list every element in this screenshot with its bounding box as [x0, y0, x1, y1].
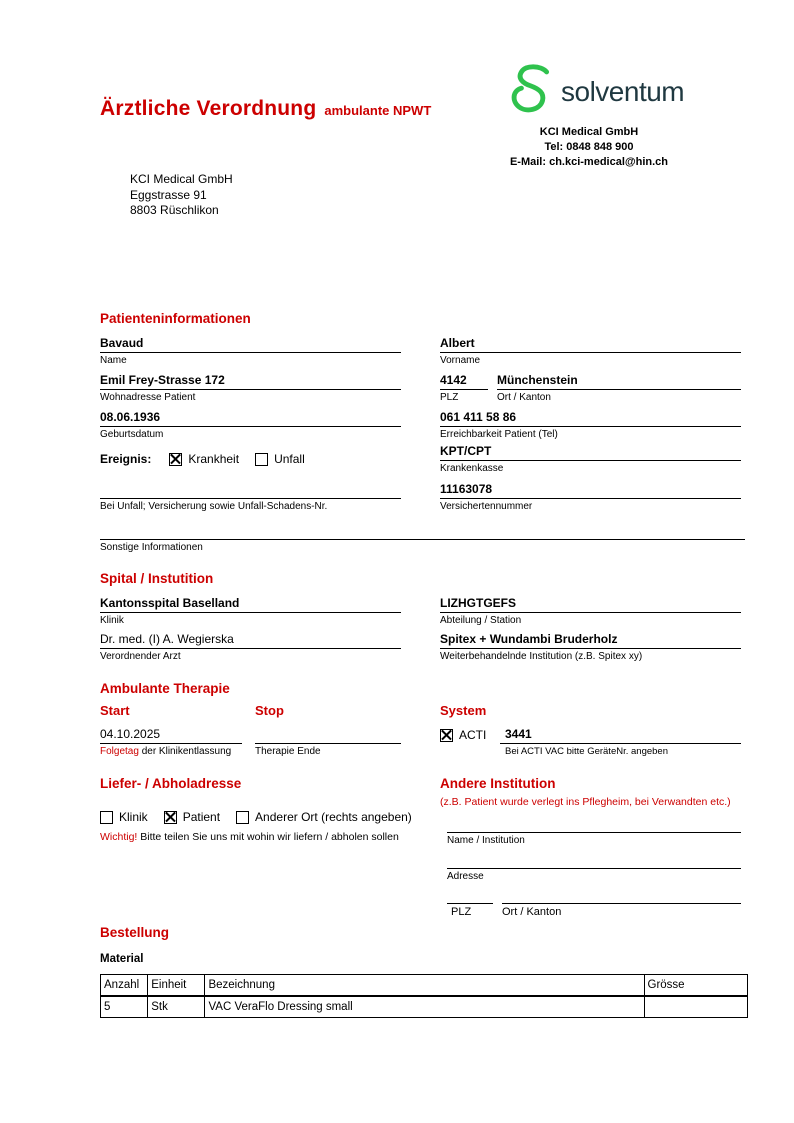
field-oi-address-label: Adresse	[447, 871, 484, 882]
contact-block	[484, 125, 694, 170]
field-start	[100, 726, 242, 757]
field-address-value: Emil Frey-Strasse 172	[100, 372, 401, 390]
field-device-no	[500, 726, 741, 757]
delivery-option-klinik	[100, 810, 148, 824]
field-device-no-label: Bei ACTI VAC bitte GeräteNr. angeben	[505, 746, 668, 757]
contact-email: E-Mail: ch.kci-medical@hin.ch	[509, 156, 669, 168]
field-department-value: LIZHGTGEFS	[440, 595, 741, 613]
field-accident-label: Bei Unfall; Versicherung sowie Unfall-Schadens-Nr.	[100, 501, 328, 512]
delivery-option-anderer-ort	[236, 810, 412, 824]
field-oi-city	[502, 886, 741, 918]
field-stop	[255, 726, 401, 757]
klinik-label: Klinik	[119, 810, 148, 824]
delivery-note-rest: Bitte teilen Sie uns mit wohin wir liefern / abholen sollen	[137, 831, 399, 843]
field-follow-up-value: Spitex + Wundambi Bruderholz	[440, 631, 741, 649]
brand-wordmark: solventum	[561, 75, 685, 107]
solventum-mark-icon	[506, 63, 558, 120]
field-other-info-value	[100, 522, 745, 540]
field-phone-value: 061 411 58 86	[440, 409, 741, 427]
col-bezeichnung: Bezeichnung	[205, 975, 644, 997]
field-plz-label: PLZ	[440, 392, 459, 403]
delivery-option-patient	[164, 810, 220, 824]
field-firstname-label: Vorname	[440, 355, 481, 366]
field-follow-up	[440, 631, 741, 662]
field-address	[100, 372, 401, 403]
field-oi-name	[447, 815, 741, 846]
acti-label: ACTI	[459, 728, 487, 742]
event-row	[100, 452, 321, 466]
field-name-label: Name	[100, 355, 127, 366]
field-plz	[440, 372, 488, 403]
field-insurance-no-value: 11163078	[440, 481, 741, 499]
field-insurer	[440, 443, 741, 474]
field-oi-city-value	[502, 886, 741, 904]
field-department	[440, 595, 741, 626]
other-institution-note: (z.B. Patient wurde verlegt ins Pflegheim, bei Verwandten etc.)	[440, 796, 731, 808]
material-table-header-row	[101, 975, 748, 997]
field-birthdate-label: Geburtsdatum	[100, 429, 164, 440]
field-accident-value	[100, 481, 401, 499]
field-name	[100, 335, 401, 366]
field-oi-name-value	[447, 815, 741, 833]
krankheit-checkbox-icon	[169, 453, 182, 466]
section-delivery-header: Liefer- / Abholadresse	[100, 776, 242, 791]
delivery-note	[100, 831, 399, 843]
field-accident	[100, 481, 401, 512]
field-doctor-label: Verordnender Arzt	[100, 651, 181, 662]
field-oi-name-label: Name / Institution	[447, 835, 525, 846]
field-start-label-rest: der Klinikentlassung	[138, 746, 232, 757]
material-label: Material	[100, 953, 144, 965]
unfall-checkbox-icon	[255, 453, 268, 466]
field-oi-plz-value	[447, 886, 493, 904]
field-device-no-value: 3441	[500, 726, 741, 744]
therapy-start-header: Start	[100, 703, 130, 718]
patient-label: Patient	[182, 810, 221, 824]
field-doctor-value: Dr. med. (I) A. Wegierska	[100, 631, 401, 649]
field-department-label: Abteilung / Station	[440, 615, 522, 626]
document-title-row	[100, 97, 431, 121]
patient-checkbox-icon	[164, 811, 177, 824]
event-option-unfall	[255, 452, 305, 466]
field-oi-address	[447, 851, 741, 882]
field-insurance-no-label: Versichertennummer	[440, 501, 533, 512]
field-clinic	[100, 595, 401, 626]
event-option-krankheit	[169, 452, 239, 466]
field-name-value: Bavaud	[100, 335, 401, 353]
delivery-options-row	[100, 810, 428, 824]
brand-logo	[506, 63, 684, 120]
field-oi-plz-label: PLZ	[451, 906, 472, 918]
contact-tel: Tel: 0848 848 900	[544, 141, 634, 153]
sender-address	[130, 172, 233, 219]
event-label: Ereignis:	[100, 452, 152, 466]
field-birthdate-value: 08.06.1936	[100, 409, 401, 427]
field-plz-value: 4142	[440, 372, 488, 390]
sender-line: KCI Medical GmbH	[130, 172, 233, 186]
field-clinic-value: Kantonsspital Baselland	[100, 595, 401, 613]
sender-line: Eggstrasse 91	[130, 187, 207, 202]
unfall-label: Unfall	[274, 452, 305, 466]
field-oi-plz	[447, 886, 493, 918]
section-hospital-header: Spital / Instutition	[100, 571, 214, 586]
field-phone-label: Erreichbarkeit Patient (Tel)	[440, 429, 558, 440]
field-firstname-value: Albert	[440, 335, 741, 353]
field-oi-city-label: Ort / Kanton	[502, 906, 562, 918]
col-groesse: Grösse	[644, 975, 748, 997]
field-follow-up-label: Weiterbehandelnde Institution (z.B. Spitex xy)	[440, 651, 643, 662]
field-city-label: Ort / Kanton	[497, 392, 551, 403]
acti-checkbox-icon	[440, 729, 453, 742]
field-start-label-red: Folgetag	[100, 746, 139, 757]
field-other-info-label: Sonstige Informationen	[100, 542, 203, 553]
material-table	[100, 974, 748, 1018]
cell-groesse	[644, 996, 748, 1018]
field-stop-label: Therapie Ende	[255, 746, 321, 757]
field-start-label	[100, 744, 242, 757]
cell-anzahl: 5	[101, 996, 148, 1018]
contact-company: KCI Medical GmbH	[539, 126, 639, 138]
therapy-stop-header: Stop	[255, 703, 284, 718]
anderer-ort-label: Anderer Ort (rechts angeben)	[255, 810, 412, 824]
cell-bezeichnung: VAC VeraFlo Dressing small	[205, 996, 644, 1018]
klinik-checkbox-icon	[100, 811, 113, 824]
col-anzahl: Anzahl	[101, 975, 148, 997]
field-clinic-label: Klinik	[100, 615, 124, 626]
page-title: Ärztliche Verordnung	[100, 97, 317, 120]
field-start-value: 04.10.2025	[100, 726, 242, 744]
field-phone	[440, 409, 741, 440]
field-firstname	[440, 335, 741, 366]
col-einheit: Einheit	[148, 975, 205, 997]
anderer-ort-checkbox-icon	[236, 811, 249, 824]
section-patient-header: Patienteninformationen	[100, 311, 251, 326]
field-oi-address-value	[447, 851, 741, 869]
field-insurer-value: KPT/CPT	[440, 443, 741, 461]
section-order-header: Bestellung	[100, 925, 170, 940]
krankheit-label: Krankheit	[188, 452, 240, 466]
field-city-value: Münchenstein	[497, 372, 741, 390]
cell-einheit: Stk	[148, 996, 205, 1018]
field-doctor	[100, 631, 401, 662]
field-city	[497, 372, 741, 403]
system-option-row	[440, 728, 486, 742]
field-other-info	[100, 522, 745, 553]
page-subtitle: ambulante NPWT	[324, 103, 432, 118]
field-address-label: Wohnadresse Patient	[100, 392, 196, 403]
section-therapy-header: Ambulante Therapie	[100, 681, 230, 696]
field-insurance-no	[440, 481, 741, 512]
sender-line: 8803 Rüschlikon	[130, 203, 219, 217]
section-other-institution-header: Andere Institution	[440, 776, 556, 791]
material-table-row	[101, 996, 748, 1018]
field-insurer-label: Krankenkasse	[440, 463, 504, 474]
therapy-system-header: System	[440, 703, 487, 718]
delivery-note-red: Wichtig!	[100, 831, 138, 843]
field-birthdate	[100, 409, 401, 440]
field-stop-value	[255, 726, 401, 744]
